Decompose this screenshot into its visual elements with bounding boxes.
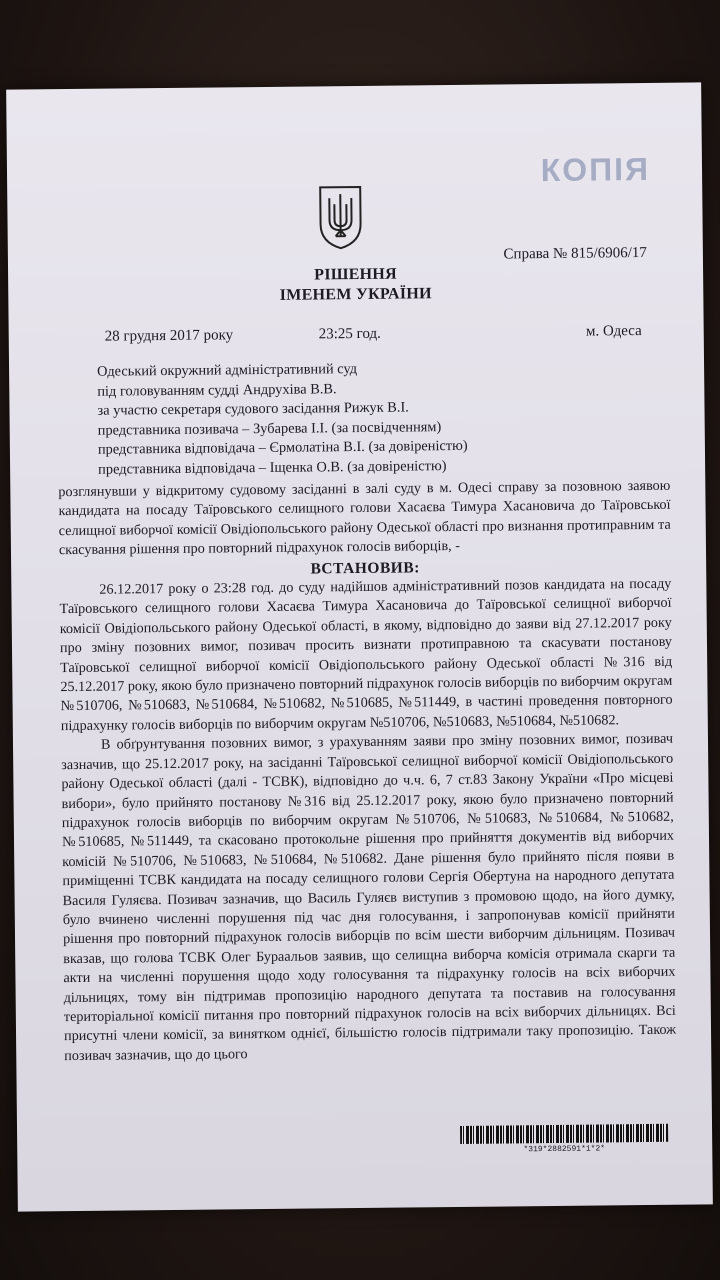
barcode-number: *319*2882591*1*2* — [523, 1144, 606, 1155]
court-secretary: за участю секретаря судового засідання Рижук В.І. — [97, 399, 409, 419]
paragraph-2: В обґрунтування позовних вимог, з урахуванням заяви про зміну позовних вимог, позивач зазначив, що 25.12.2017 року, на засіданні Таїровської селищної виборчої комісії Овідіопольського району Одеської області (далі - ТСВК), відповідно до ч.ч. 6, 7 ст.83 Закону України «Про місцеві вибори», було прийнято постанову №316 від 25.12.2017 року, якою було призначено повторний підрахунок голосів виборців по виборчим округам №510706, №510683, №510684, №510682, №510685, №511449, та скасовано протокольне рішення про прийняття документів від виборчих комісій №510706, №510683, №510684, №510682. Дане рішення було прийнято після появи в приміщенні ТСВК кандидата на посаду селищного голови Сергія Обертуна на народного депутата Василя Гуляєва. Позивач зазначив, що Василь Гуляєв виступив з промовою щодо, на його думку, було вчинено численні порушення під час дня голосування, і запропонував комісії прийняти рішення про повторний підрахунок голосів виборців по всім шести виборчим дільницям. Позивач вказав, що голова ТСВК Олег Бураальов заявив, що селищна виборча комісія отримала скарги та акти на численні порушення щодо ходу голосування та підрахунку голосів на всіх виборчих дільницях, тому він підтримав пропозицію народного депутата та поставив на голосування територіальної комісії питання про повторний підрахунок голосів на всіх виборчих дільницях. Всі присутні члени комісії, за винятком однієї, більшістю голосів підтримали таку пропозицію. Також позивач зазначив, що до цього — [61, 731, 677, 1064]
decision-date: 28 грудня 2017 року — [104, 327, 234, 345]
decision-title: РІШЕННЯ — [314, 265, 398, 284]
defendant-representative-2: представника відповідача – Іщенка О.В. (за довіреністю) — [98, 457, 447, 478]
copy-stamp: КОПІЯ — [540, 150, 651, 189]
presiding-judge: під головуванням судді Андрухіва В.В. — [97, 380, 337, 400]
section-heading: ВСТАНОВИВ: — [310, 558, 420, 578]
barcode-bars — [460, 1124, 668, 1144]
document-barcode — [460, 1124, 668, 1155]
trident-coat-of-arms-icon — [317, 184, 364, 250]
decision-subtitle: ІМЕНЕМ УКРАЇНИ — [279, 285, 432, 304]
decision-time: 23:25 год. — [318, 325, 381, 343]
intro-paragraph: розглянувши у відкритому судовому засіданні в залі суду в м. Одесі справу за позовною заявою кандидата на посаду Таїровського селищного голови Хасаєва Тимура Хасановича до Таїровської селищної виборчої комісії Овідіопольського району Одеської області про визнання протиправним та скасування рішення про повторний підрахунок голосів виборців, - — [58, 477, 671, 559]
court-composition — [97, 359, 468, 480]
decision-body — [58, 477, 676, 1067]
court-decision-page — [6, 82, 713, 1211]
case-number: Справа № 815/6906/17 — [503, 244, 647, 263]
plaintiff-representative: представника позивача – Зубарева І.І. (за посвідченням) — [97, 418, 442, 439]
defendant-representative-1: представника відповідача – Єрмолатіна В.І. (за довіреністю) — [97, 437, 468, 458]
paragraph-1: 26.12.2017 року о 23:28 год. до суду надійшов адміністративний позов кандидата на посаду Таїровського селищного голови Хасаєва Тимура Хасановича до Таїровської селищної виборчої комісії Овідіопольського району Одеської області, в якому, відповідно до заяви від 27.12.2017 року про зміну позовних вимог, позивач просить визнати протиправною та скасувати постанову Таїровської селищної виборчої комісії Овідіопольського району Одеської області №316 від 25.12.2017 року, якою було призначено повторний підрахунок голосів виборців по виборчим округам №510706, №510683, №510684, №510682, №510685, №511449, в частині проведення повторного підрахунку голосів виборців по виборчим округам №510706, №510683, №510684, №510682. — [59, 575, 673, 735]
court-name: Одеський окружний адміністративний суд — [97, 361, 358, 380]
decision-city: м. Одеса — [585, 323, 642, 340]
